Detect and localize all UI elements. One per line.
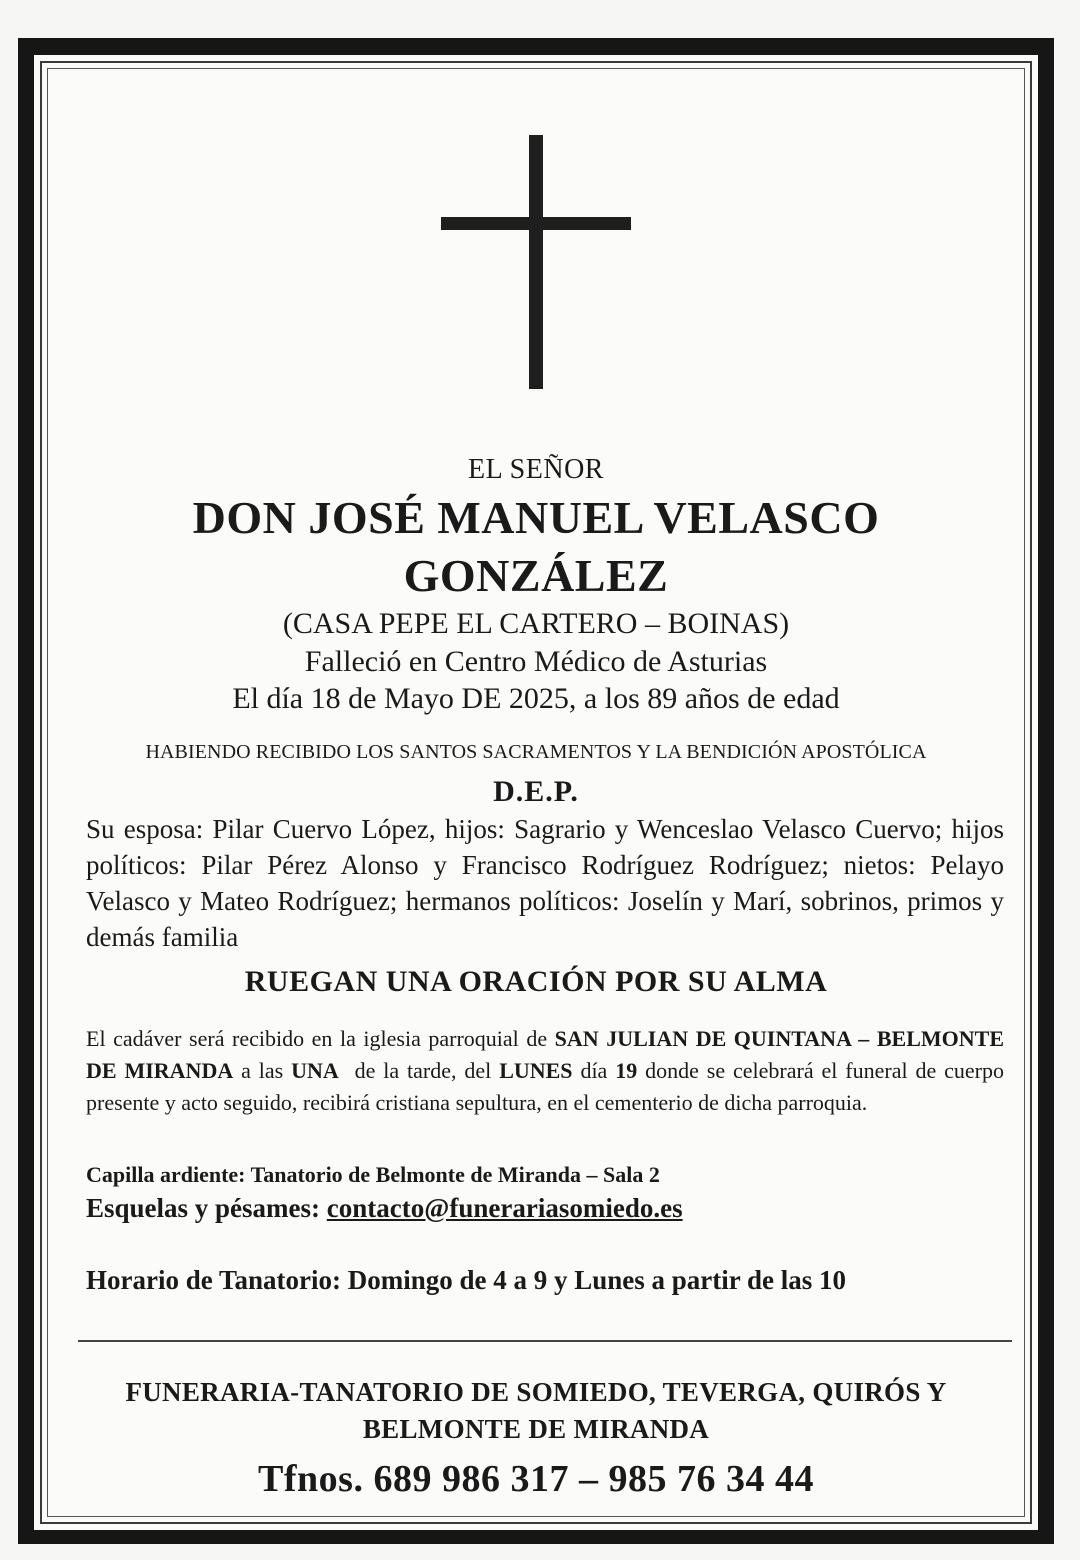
church-name: SAN JULIAN DE QUINTANA – BELMONTE DE MIRANDA (86, 1026, 1004, 1083)
company-name-line2: BELMONTE DE MIRANDA (362, 1414, 710, 1444)
phone-numbers: Tfnos. 689 986 317 – 985 76 34 44 (258, 1458, 814, 1500)
sacraments-line: HABIENDO RECIBIDO LOS SANTOS SACRAMENTOS Y LA BENDICIÓN APOSTÓLICA (145, 741, 927, 763)
deceased-name (48, 489, 1024, 605)
company-name-line1: FUNERARIA-TANATORIO DE SOMIEDO, TEVERGA, QUIRÓS Y (125, 1377, 947, 1407)
dep-line: D.E.P. (493, 775, 579, 808)
death-place: Falleció en Centro Médico de Asturias (304, 645, 768, 678)
cross-icon (436, 135, 636, 395)
house-name: (CASA PEPE EL CARTERO – BOINAS) (282, 607, 790, 640)
prayer-request: RUEGAN UNA ORACIÓN POR SU ALMA (244, 965, 828, 998)
tanatorio-schedule: Horario de Tanatorio: Domingo de 4 a 9 y Lunes a partir de las 10 (86, 1265, 847, 1295)
contact-label: Esquelas y pésames: (86, 1193, 327, 1223)
death-date: El día 18 de Mayo DE 2025, a los 89 años de edad (232, 682, 840, 715)
obituary-frame (18, 38, 1054, 1544)
funeral-hour: UNA (291, 1058, 339, 1083)
deceased-name-line2: GONZÁLEZ (403, 550, 669, 601)
frame-inner (34, 55, 1038, 1530)
deceased-name-line1: DON JOSÉ MANUEL VELASCO (192, 492, 880, 543)
funeral-text-1: El cadáver será recibido en la iglesia parroquial de (86, 1026, 555, 1051)
contact-line (86, 1193, 683, 1224)
funeral-text-4: día (572, 1058, 616, 1083)
company-name (48, 1374, 1024, 1448)
funeral-text-3: de la tarde, del (338, 1058, 500, 1083)
divider (78, 1340, 1012, 1342)
funeral-day-number: 19 (615, 1058, 638, 1083)
family-paragraph: Su esposa: Pilar Cuervo López, hijos: Sagrario y Wenceslao Velasco Cuervo; hijos políticos: Pilar Pérez Alonso y Francisco Rodríguez Rodríguez; nietos: Pelayo Velasco y Mateo Rodríguez; hermanos políticos: Joselín y Marí, sobrinos, primos y demás familia (86, 814, 1004, 952)
funeral-text-2: a las (233, 1058, 292, 1083)
funeral-paragraph (86, 1023, 1004, 1119)
funeral-day-name: LUNES (499, 1058, 573, 1083)
funeral-text-5: donde se celebrará el funeral de cuerpo presente y acto seguido, recibirá cristiana sepultura, en el cementerio de dicha parroquia. (86, 1058, 1004, 1115)
contact-email-link[interactable]: contacto@funerariasomiedo.es (326, 1193, 683, 1223)
chapel-info: Capilla ardiente: Tanatorio de Belmonte de Miranda – Sala 2 (86, 1162, 660, 1187)
frame-double-line (40, 61, 1032, 1524)
obituary-content (47, 68, 1025, 1517)
title-prefix: EL SEÑOR (468, 454, 604, 485)
